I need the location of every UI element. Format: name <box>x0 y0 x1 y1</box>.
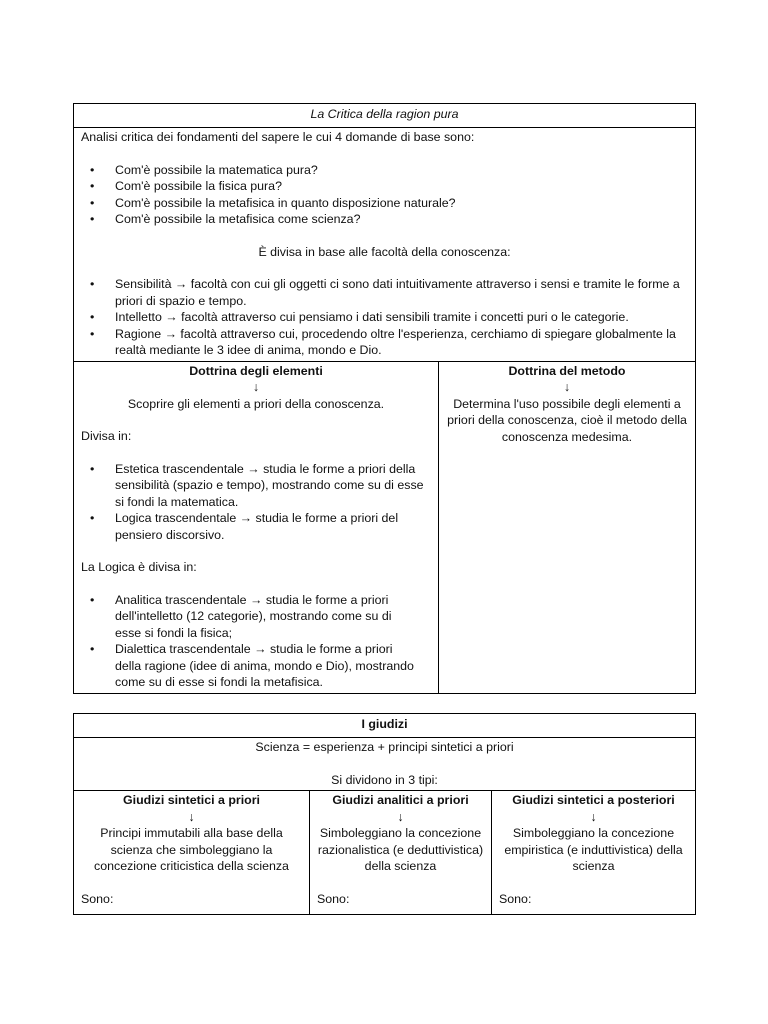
judgment-sono-label: Sono: <box>499 891 532 906</box>
judgment-column <box>492 791 696 915</box>
question-item: • Com'è possibile la metafisica come scienza? <box>115 211 688 228</box>
judgment-column <box>310 791 492 915</box>
judgments-summary-cell <box>74 738 696 791</box>
judgment-title: Giudizi analitici a priori <box>332 793 469 807</box>
down-arrow-icon: ↓ <box>188 809 195 824</box>
judgments-table <box>73 713 696 915</box>
down-arrow-icon: ↓ <box>252 380 260 394</box>
faculty-item: • Ragione → facoltà attraverso cui, procedendo oltre l'esperienza, cerchiamo di spiegare globalmente la realtà mediante le 3 idee di anima, mondo e Dio. <box>115 326 688 359</box>
logic-division-item: • Analitica trascendentale → studia le forme a priori dell'intelletto (12 categorie), mostrando come su di esse si fondi la fisica; <box>115 592 417 642</box>
faculties-list <box>81 276 688 359</box>
elements-cell <box>74 361 439 693</box>
method-title: Dottrina del metodo <box>508 363 626 378</box>
judgments-title: I giudizi <box>74 714 696 738</box>
judgment-sono-label: Sono: <box>81 891 114 906</box>
down-arrow-icon: ↓ <box>563 380 571 394</box>
divided-label: Divisa in: <box>81 429 132 443</box>
faculty-item: • Sensibilità → facoltà con cui gli oggetti ci sono dati intuitivamente attraverso i sensi e tramite le forme a priori di spazio e tempo. <box>115 276 688 309</box>
elements-title: Dottrina degli elementi <box>189 363 323 378</box>
question-item: • Com'è possibile la fisica pura? <box>115 178 688 195</box>
question-item: • Com'è possibile la matematica pura? <box>115 162 688 179</box>
faculty-item: • Intelletto → facoltà attraverso cui pensiamo i dati sensibili tramite i concetti puri o le categorie. <box>115 309 688 326</box>
critique-title: La Critica della ragion pura <box>74 104 696 128</box>
types-intro: Si dividono in 3 tipi: <box>331 772 438 787</box>
judgment-desc: Simboleggiano la concezione razionalistica (e deduttivistica) della scienza <box>317 826 484 873</box>
elements-divisions-list <box>81 461 431 544</box>
elements-desc: Scoprire gli elementi a priori della conoscenza. <box>127 396 385 411</box>
question-item: • Com'è possibile la metafisica in quanto disposizione naturale? <box>115 195 688 212</box>
critique-table <box>73 103 696 694</box>
judgment-column <box>74 791 310 915</box>
logic-label: La Logica è divisa in: <box>81 560 197 574</box>
method-cell <box>439 361 696 693</box>
questions-list <box>81 162 688 228</box>
division-item: • Estetica trascendentale → studia le forme a priori della sensibilità (spazio e tempo), mostrando come su di esse si fondi la matematica. <box>115 461 431 511</box>
judgment-desc: Principi immutabili alla base della scienza che simboleggiano la concezione criticistica della scienza <box>94 826 289 873</box>
down-arrow-icon: ↓ <box>590 809 597 824</box>
judgment-desc: Simboleggiano la concezione empiristica (e induttivistica) della scienza <box>504 826 683 873</box>
division-heading: È divisa in base alle facoltà della conoscenza: <box>258 244 511 259</box>
critique-summary-cell <box>74 128 696 362</box>
intro-text: Analisi critica dei fondamenti del sapere le cui 4 domande di base sono: <box>81 130 475 144</box>
logic-division-item: • Dialettica trascendentale → studia le forme a priori della ragione (idee di anima, mondo e Dio), mostrando come su di esse si fondi la metafisica. <box>115 641 417 691</box>
judgment-title: Giudizi sintetici a posteriori <box>512 793 675 807</box>
science-formula: Scienza = esperienza + principi sintetici a priori <box>255 740 514 754</box>
logic-divisions-list <box>81 592 431 691</box>
down-arrow-icon: ↓ <box>397 809 404 824</box>
judgment-title: Giudizi sintetici a priori <box>122 793 260 807</box>
division-item: • Logica trascendentale → studia le forme a priori del pensiero discorsivo. <box>115 510 431 543</box>
judgment-sono-label: Sono: <box>317 891 350 906</box>
method-desc: Determina l'uso possibile degli elementi a priori della conoscenza, cioè il metodo della conoscenza medesima. <box>447 396 687 444</box>
